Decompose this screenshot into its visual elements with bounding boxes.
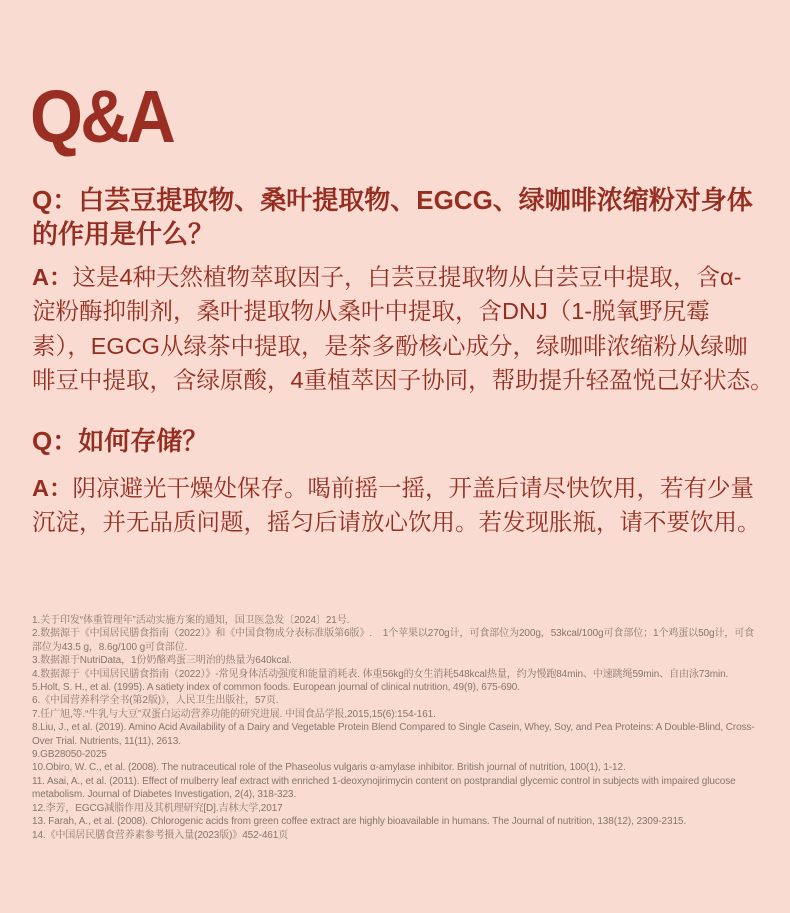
references-list (32, 614, 758, 842)
page-title: Q&A (30, 75, 174, 158)
question-prefix: Q： (32, 185, 79, 215)
reference-item: 7.任广旭,等.“牛乳与大豆”双蛋白运动营养功能的研究进展. 中国食品学报,2015,15(6):154-161. (32, 708, 436, 720)
question-text: 的作用是什么？ (32, 219, 215, 249)
question-line (32, 217, 753, 251)
reference-item: 6.《中国营养科学全书(第2版)》，人民卫生出版社，57页. (32, 695, 279, 707)
answer-2 (32, 471, 761, 540)
answer-line (32, 471, 761, 505)
answer-line (32, 329, 774, 363)
reference-item: 4.数据源于《中国居民膳食指南（2022）》-常见身体活动强度和能量消耗表. 体重56kg的女生消耗548kcal热量，约为慢跑84min、中速跳绳59min、自由泳73min. (32, 668, 729, 680)
reference-item: 3.数据源于NutriData，1份奶酪鸡蛋三明治的热量为640kcal. (32, 655, 292, 667)
question-1 (32, 183, 753, 251)
answer-text: 沉淀，并无品质问题，摇匀后请放心饮用。若发现胀瓶，请不要饮用。 (32, 509, 761, 536)
reference-item: 5.Holt, S. H., et al. (1995). A satiety index of common foods. European journal of clinical nutrition, 49(9), 675-690. (32, 682, 520, 694)
reference-item: 8.Liu, J., et al. (2019). Amino Acid Availability of a Dairy and Vegetable Protein Blend Compared to Single Casein, Whey, Soy, and Pea Proteins: A Double-Blind, Cross-Over Trial. Nutrients, 11(11), 2613. (32, 722, 755, 747)
answer-line (32, 294, 774, 328)
answer-line (32, 505, 761, 539)
reference-item: 2.数据源于《中国居民膳食指南（2022）》和《中国食物成分表标准版第6版》. 1个苹果以270g计，可食部位为200g，53kcal/100g可食部位；1个鸡蛋以50g计，可食部位为43.5 g，8.6g/100 g可食部位. (32, 628, 755, 653)
question-line (32, 183, 753, 217)
reference-item: 9.GB28050-2025 (32, 749, 107, 761)
answer-text: 淀粉酶抑制剂，桑叶提取物从桑叶中提取，含DNJ（1-脱氧野尻霉 (32, 298, 710, 325)
answer-line (32, 260, 774, 294)
answer-text: 啡豆中提取，含绿原酸，4重植萃因子协同，帮助提升轻盈悦己好状态。 (32, 366, 774, 393)
answer-text: 阴凉避光干燥处保存。喝前摇一摇，开盖后请尽快饮用，若有少量 (72, 475, 754, 501)
reference-item: 1.关于印发“体重管理年”活动实施方案的通知，国卫医急发〔2024〕21号. (32, 615, 350, 626)
reference-item: 13. Farah, A., et al. (2008). Chlorogenic acids from green coffee extract are highly bioavailable in humans. The Journal of nutrition, 138(12), 2309-2315. (32, 816, 687, 828)
question-text: 白芸豆提取物、桑叶提取物、EGCG、绿咖啡浓缩粉对身体 (78, 185, 753, 215)
answer-prefix: A： (32, 475, 73, 501)
answer-text: 素），EGCG从绿茶中提取，是茶多酚核心成分，绿咖啡浓缩粉从绿咖 (32, 332, 748, 359)
question-text: 如何存储？ (78, 426, 209, 456)
answer-1 (32, 260, 774, 397)
question-prefix: Q： (32, 426, 79, 456)
reference-item: 10.Obiro, W. C., et al. (2008). The nutraceutical role of the Phaseolus vulgaris α-amylase inhibitor. British journal of nutrition, 100(1), 1-12. (32, 762, 626, 774)
question-2 (32, 424, 208, 458)
question-line (32, 424, 208, 458)
answer-prefix: A： (32, 264, 73, 290)
reference-item: 14.《中国居民膳食营养素参考摄入量(2023版)》452-461页 (32, 829, 289, 841)
reference-item: 11. Asai, A., et al. (2011). Effect of mulberry leaf extract with enriched 1-deoxynojirimycin content on postprandial glycemic control in subjects with impaired glucose metabolism. Journal of Diabetes Investigation, 2(4), 318-323. (32, 775, 739, 801)
reference-item: 12.李芳，EGCG减脂作用及其机理研究[D].吉林大学,2017 (32, 802, 283, 814)
answer-text: 这是4种天然植物萃取因子，白芸豆提取物从白芸豆中提取，含α- (72, 264, 742, 290)
answer-line (32, 363, 774, 397)
